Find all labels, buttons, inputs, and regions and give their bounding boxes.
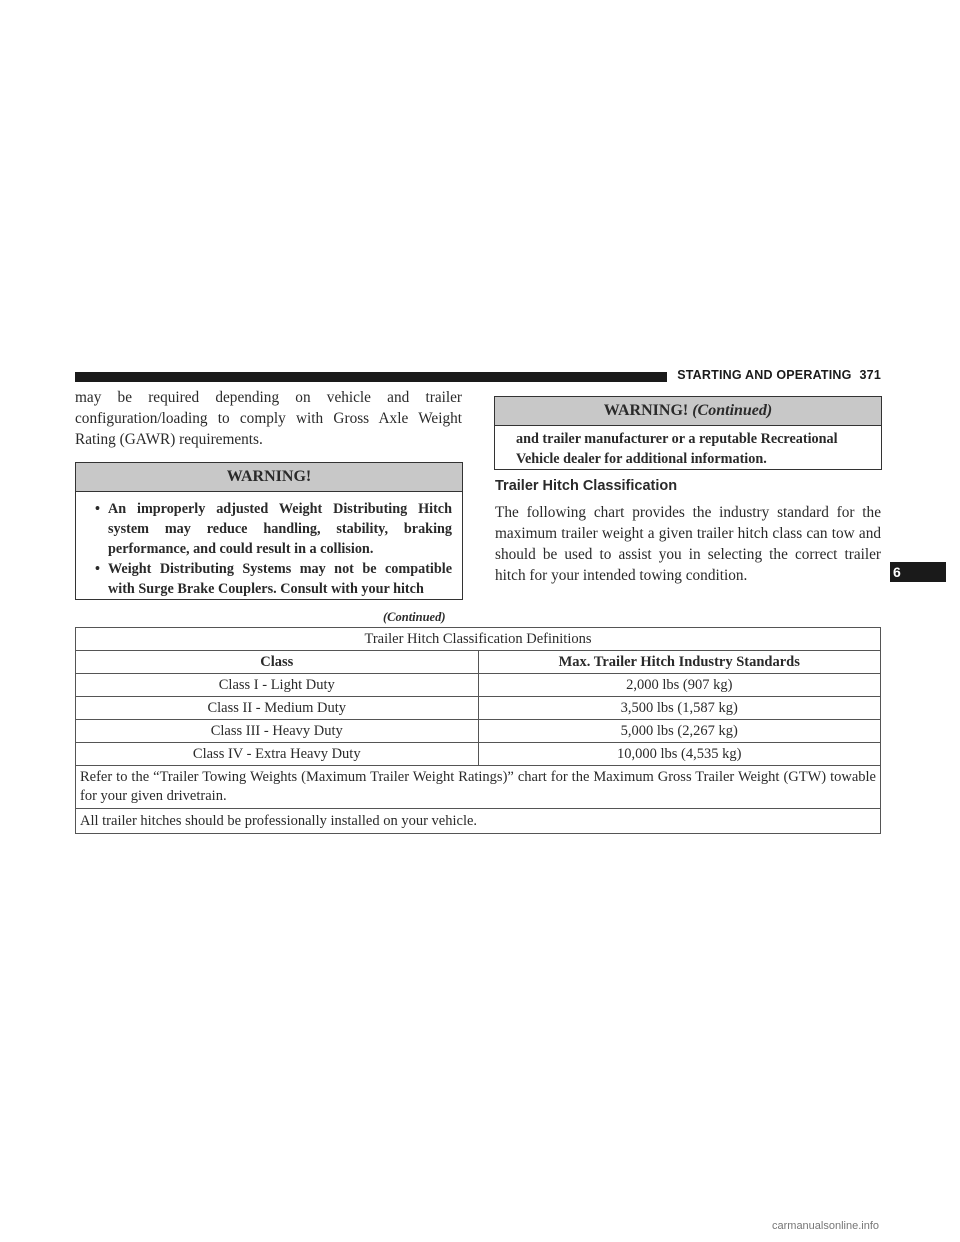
warning-title-suffix: (Continued) (692, 402, 773, 419)
table-row (76, 743, 881, 766)
footer-watermark: carmanualsonline.info (772, 1220, 880, 1232)
warning-bullet: • Weight Distributing Systems may not be compatible with Surge Brake Couplers. Consult with your hitch (95, 559, 452, 599)
table-title: Trailer Hitch Classification Definitions (76, 628, 881, 651)
table-note: All trailer hitches should be professionally installed on your vehicle. (76, 809, 881, 834)
column-header-standards: Max. Trailer Hitch Industry Standards (478, 651, 881, 674)
hitch-classification-table (75, 627, 881, 834)
table-row (76, 674, 881, 697)
warning-box (75, 462, 463, 600)
table-cell: Class II - Medium Duty (76, 697, 479, 720)
table-title-row (76, 628, 881, 651)
warning-continued-box (494, 396, 882, 470)
warning-title-text: WARNING! (603, 402, 689, 419)
table-cell: Class I - Light Duty (76, 674, 479, 697)
section-body: The following chart provides the industry standard for the maximum trailer weight a given trailer hitch class can tow and should be used to assist you in selecting the correct trailer hitch for your intended towing condition. (495, 504, 881, 584)
running-header (676, 368, 881, 382)
warning-body (76, 492, 462, 599)
warning-continued-title (495, 397, 881, 426)
section-heading: Trailer Hitch Classification (495, 478, 678, 494)
table-cell: 10,000 lbs (4,535 kg) (478, 743, 881, 766)
chapter-tab: 6 (890, 562, 946, 582)
section-title: STARTING AND OPERATING (677, 368, 852, 382)
warning-title: WARNING! (76, 463, 462, 492)
table-note: Refer to the “Trailer Towing Weights (Maximum Trailer Weight Ratings)” chart for the Maximum Gross Trailer Weight (GTW) towable for your given drivetrain. (76, 766, 881, 809)
page-number: 371 (859, 368, 881, 382)
table-cell: Class III - Heavy Duty (76, 720, 479, 743)
intro-paragraph: may be required depending on vehicle and trailer configuration/loading to comply with Gross Axle Weight Rating (GAWR) requirements. (75, 389, 462, 448)
table-note-row (76, 766, 881, 809)
continued-label: (Continued) (383, 610, 446, 624)
table-cell: Class IV - Extra Heavy Duty (76, 743, 479, 766)
table-row (76, 720, 881, 743)
table-cell: 3,500 lbs (1,587 kg) (478, 697, 881, 720)
warning-bullet: • An improperly adjusted Weight Distributing Hitch system may reduce handling, stability, braking performance, and could result in a collision. (95, 499, 452, 559)
table-cell: 5,000 lbs (2,267 kg) (478, 720, 881, 743)
table-cell: 2,000 lbs (907 kg) (478, 674, 881, 697)
column-header-class: Class (76, 651, 479, 674)
table-note-row (76, 809, 881, 834)
warning-continued-body: and trailer manufacturer or a reputable Recreational Vehicle dealer for additional information. (516, 431, 838, 467)
table-header-row (76, 651, 881, 674)
table-row (76, 697, 881, 720)
header-rule (75, 372, 667, 382)
